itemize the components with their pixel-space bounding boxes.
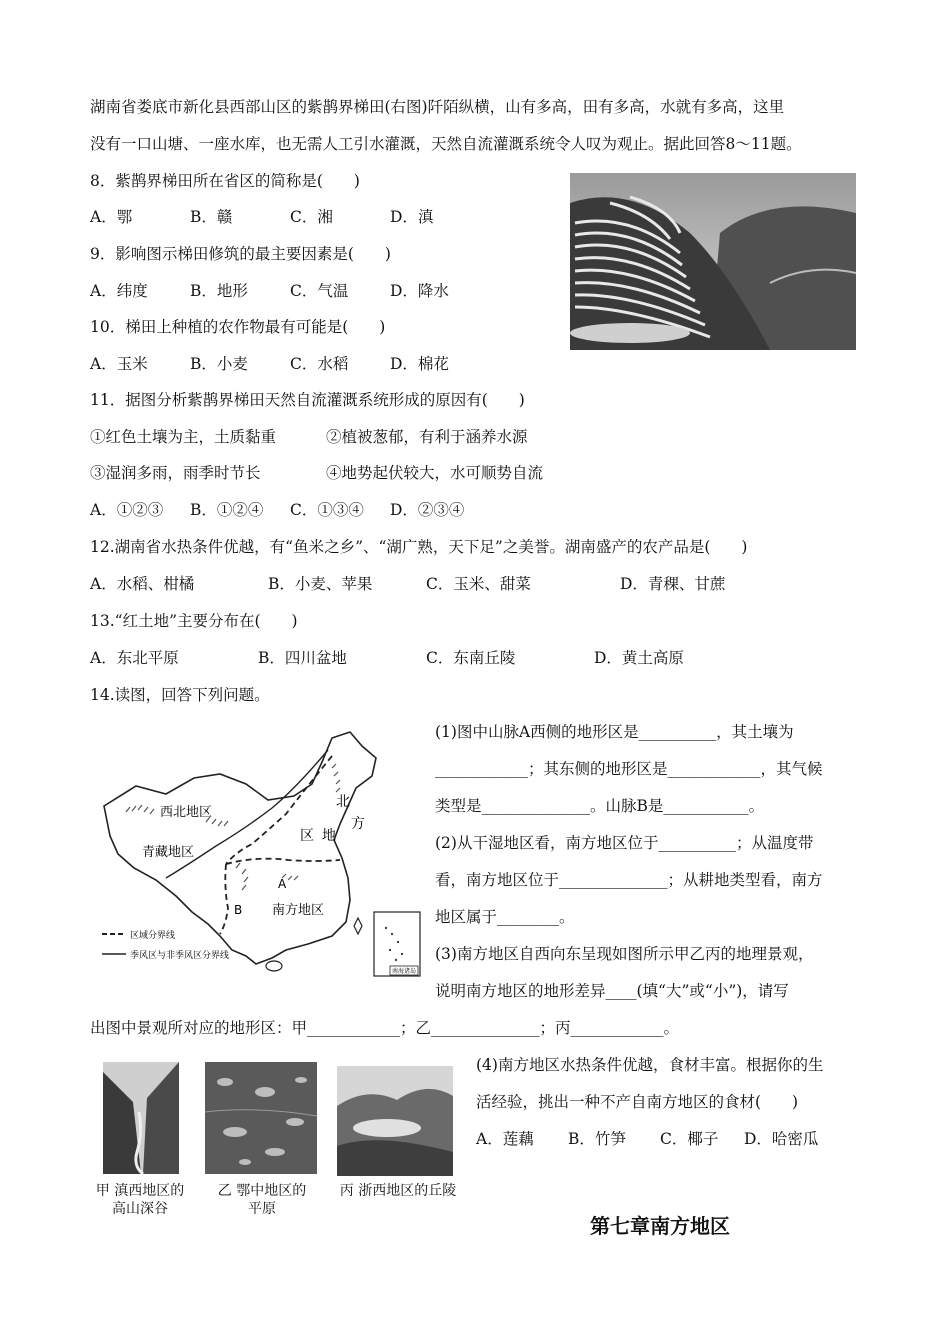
- q14-p2-line1: (2)从干湿地区看，南方地区位于__________；从温度带: [435, 834, 814, 852]
- q12-option-b: B．小麦、苹果: [268, 575, 373, 593]
- q13-option-d: D．黄土高原: [594, 649, 684, 667]
- map-label-b: B: [234, 903, 243, 917]
- map-label-northwest: 西北地区: [160, 805, 213, 820]
- q11-statements-2: [90, 463, 543, 483]
- caption-yi-line2: 平原: [248, 1201, 276, 1217]
- q14-option-a: A．莲藕: [476, 1130, 534, 1148]
- q11-statements-1: [90, 427, 528, 447]
- q14-p1-line2: ____________；其东侧的地形区是____________，其气候: [435, 760, 823, 778]
- map-label-north-1: 北: [336, 794, 350, 810]
- q14-p2-line2: 看，南方地区位于______________；从耕地类型看，南方: [435, 871, 823, 889]
- chapter-title: 第七章南方地区: [590, 1214, 730, 1238]
- q11-statement-4: ④地势起伏较大，水可顺势自流: [326, 464, 544, 482]
- q13-option-b: B．四川盆地: [258, 649, 347, 667]
- map-label-qinghai-tibet: 青藏地区: [142, 845, 195, 860]
- caption-yi-line1: 乙 鄂中地区的: [217, 1183, 307, 1199]
- q8-stem: 8．紫鹊界梯田所在省区的简称是( ): [90, 172, 360, 190]
- legend-region-boundary: 区域分界线: [130, 931, 176, 941]
- q14-p3-line2: 说明南方地区的地形差异____(填“大”或“小”)，请写: [435, 982, 789, 1000]
- q14-p1-line3: 类型是______________。山脉B是___________。: [435, 797, 765, 815]
- map-label-north-4: 区: [300, 828, 314, 844]
- q9-stem: 9．影响图示梯田修筑的最主要因素是( ): [90, 245, 391, 263]
- map-label-south: 南方地区: [272, 903, 325, 918]
- q10-stem: 10．梯田上种植的农作物最有可能是( ): [90, 318, 386, 336]
- q12-options: [90, 574, 725, 594]
- map-inset-label: 南海诸岛: [392, 968, 417, 975]
- q11-option-c: C．①③④: [290, 501, 364, 519]
- caption-bing-line1: 丙 浙西地区的丘陵: [339, 1183, 457, 1199]
- caption-jia-line1: 甲 滇西地区的: [95, 1183, 185, 1199]
- terrace-photo: [570, 173, 856, 350]
- q14-option-d: D．哈密瓜: [744, 1130, 819, 1148]
- q12-stem: 12.湖南省水热条件优越，有“鱼米之乡”、“湖广熟，天下足”之美誉。湖南盛产的农产品是( ): [90, 538, 748, 556]
- china-regions-map: [96, 728, 422, 978]
- q14-p3-line3: 出图中景观所对应的地形区：甲____________；乙______________；丙____________。: [90, 1019, 680, 1037]
- q11-option-b: B．①②④: [190, 501, 264, 519]
- q14-p1-line1: (1)图中山脉A西侧的地形区是__________，其土壤为: [435, 723, 794, 741]
- q11-option-a: A．①②③: [90, 501, 164, 519]
- q9-option-b: B．地形: [190, 282, 248, 300]
- caption-jia-line2: 高山深谷: [112, 1201, 168, 1217]
- q13-option-c: C．东南丘陵: [426, 649, 516, 667]
- q11-statement-1: ①红色土壤为主，土质黏重: [90, 428, 277, 446]
- q10-option-b: B．小麦: [190, 355, 248, 373]
- q11-options: [90, 500, 464, 520]
- q10-option-c: C．水稻: [290, 355, 349, 373]
- q11-stem: 11．据图分析紫鹊界梯田天然自流灌溉系统形成的原因有( ): [90, 391, 525, 409]
- q8-option-c: C．湘: [290, 208, 333, 226]
- q14-stem: 14.读图，回答下列问题。: [90, 686, 270, 704]
- photo-yi-plain: [205, 1062, 317, 1174]
- caption-jia: [88, 1182, 192, 1218]
- q9-option-a: A．纬度: [90, 282, 148, 300]
- q12-option-a: A．水稻、柑橘: [90, 575, 195, 593]
- q12-option-d: D．青稞、甘蔗: [620, 575, 726, 593]
- caption-yi: [210, 1182, 314, 1218]
- q13-stem: 13.“红土地”主要分布在( ): [90, 612, 298, 630]
- q11-option-d: D．②③④: [390, 501, 465, 519]
- photo-bing-hills: [337, 1066, 453, 1176]
- intro-line-1: 湖南省娄底市新化县西部山区的紫鹊界梯田(右图)阡陌纵横，山有多高，田有多高，水就有多高，这里: [90, 98, 785, 116]
- q13-option-a: A．东北平原: [90, 649, 179, 667]
- q14-p4-options: [476, 1129, 818, 1149]
- q11-statement-3: ③湿润多雨，雨季时节长: [90, 464, 261, 482]
- q14-option-b: B．竹笋: [568, 1130, 626, 1148]
- q8-option-d: D．滇: [390, 208, 434, 226]
- q8-options: [90, 207, 433, 227]
- q14-option-c: C．椰子: [660, 1130, 719, 1148]
- q14-p4-line2: 活经验，挑出一种不产自南方地区的食材( ): [476, 1093, 799, 1111]
- photo-jia-gorge: [103, 1062, 179, 1174]
- q14-p2-line3: 地区属于________。: [435, 908, 575, 926]
- q14-p3-line1: (3)南方地区自西向东呈现如图所示甲乙丙的地理景观，: [435, 945, 814, 963]
- q10-option-a: A．玉米: [90, 355, 148, 373]
- q8-option-a: A．鄂: [90, 208, 133, 226]
- q9-option-d: D．降水: [390, 282, 449, 300]
- q14-p4-line1: (4)南方地区水热条件优越，食材丰富。根据你的生: [476, 1056, 824, 1074]
- map-label-a: A: [278, 877, 287, 891]
- caption-bing: [328, 1182, 468, 1200]
- map-label-north-2: 方: [351, 816, 365, 832]
- intro-line-2: 没有一口山塘、一座水库，也无需人工引水灌溉，天然自流灌溉系统令人叹为观止。据此回答8～11题。: [90, 135, 802, 153]
- q9-option-c: C．气温: [290, 282, 349, 300]
- legend-monsoon-boundary: 季风区与非季风区分界线: [130, 951, 230, 961]
- q11-statement-2: ②植被葱郁，有利于涵养水源: [326, 428, 528, 446]
- q12-option-c: C．玉米、甜菜: [426, 575, 531, 593]
- q10-options: [90, 354, 449, 374]
- map-label-north-3: 地: [322, 828, 336, 844]
- q8-option-b: B．赣: [190, 208, 233, 226]
- q13-options: [90, 648, 684, 668]
- q10-option-d: D．棉花: [390, 355, 449, 373]
- q9-options: [90, 281, 449, 301]
